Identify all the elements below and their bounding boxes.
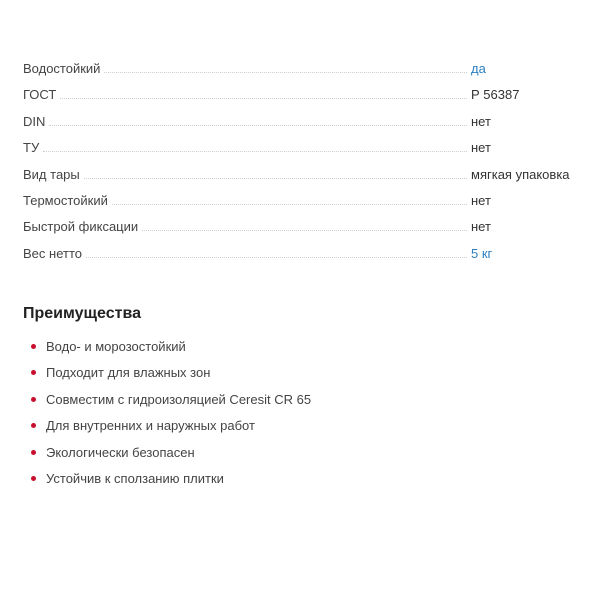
bullet-dot-icon	[31, 397, 36, 402]
list-item-text: Водо- и морозостойкий	[46, 338, 186, 354]
dotted-leader	[43, 139, 467, 152]
dotted-leader	[60, 86, 467, 99]
list-item-text: Для внутренних и наружных работ	[46, 418, 255, 434]
bullet-dot-icon	[31, 450, 36, 455]
dotted-leader	[86, 245, 467, 258]
dotted-leader	[49, 113, 467, 126]
spec-value: мягкая упаковка	[471, 166, 570, 182]
list-item-text: Совместим с гидроизоляцией Ceresit CR 65	[46, 391, 312, 407]
spec-label: Вид тары	[23, 166, 80, 182]
list-item-text: Устойчив к сползанию плитки	[46, 471, 224, 487]
spec-row-din	[23, 112, 578, 138]
dotted-leader	[112, 192, 467, 205]
specifications-table	[23, 59, 578, 270]
advantages-list	[23, 333, 311, 492]
spec-row-tu	[23, 138, 578, 164]
bullet-dot-icon	[31, 344, 36, 349]
list-item	[23, 413, 311, 440]
dotted-leader	[142, 218, 467, 231]
spec-label: Быстрой фиксации	[23, 219, 139, 235]
list-item	[23, 333, 311, 360]
spec-row-net-weight	[23, 244, 578, 270]
spec-label: ТУ	[23, 140, 40, 156]
spec-value-link[interactable]: да	[471, 61, 486, 76]
bullet-dot-icon	[31, 370, 36, 375]
list-item	[23, 386, 311, 413]
spec-label: Водостойкий	[23, 61, 101, 76]
bullet-dot-icon	[31, 476, 36, 481]
list-item	[23, 439, 311, 466]
spec-value-link[interactable]: 5 кг	[471, 245, 493, 261]
spec-label: ГОСТ	[23, 87, 57, 103]
spec-row-heat-resistant	[23, 191, 578, 217]
spec-value: нет	[471, 113, 491, 129]
spec-row-waterproof	[23, 59, 578, 85]
spec-value: Р 56387	[471, 87, 520, 103]
spec-value: нет	[471, 140, 491, 156]
spec-row-gost	[23, 85, 578, 111]
spec-label: DIN	[23, 113, 46, 129]
spec-label: Вес нетто	[23, 245, 82, 261]
spec-value: нет	[471, 219, 491, 235]
spec-row-package-type	[23, 165, 578, 191]
bullet-dot-icon	[31, 423, 36, 428]
list-item-text: Экологически безопасен	[46, 444, 195, 460]
list-item	[23, 466, 311, 493]
advantages-heading: Преимущества	[23, 305, 141, 322]
dotted-leader	[84, 166, 467, 179]
spec-row-quick-fixation	[23, 217, 578, 243]
spec-label: Термостойкий	[23, 192, 108, 208]
list-item-text: Подходит для влажных зон	[46, 365, 211, 381]
spec-value: нет	[471, 192, 491, 208]
list-item	[23, 360, 311, 387]
dotted-leader	[104, 60, 467, 73]
